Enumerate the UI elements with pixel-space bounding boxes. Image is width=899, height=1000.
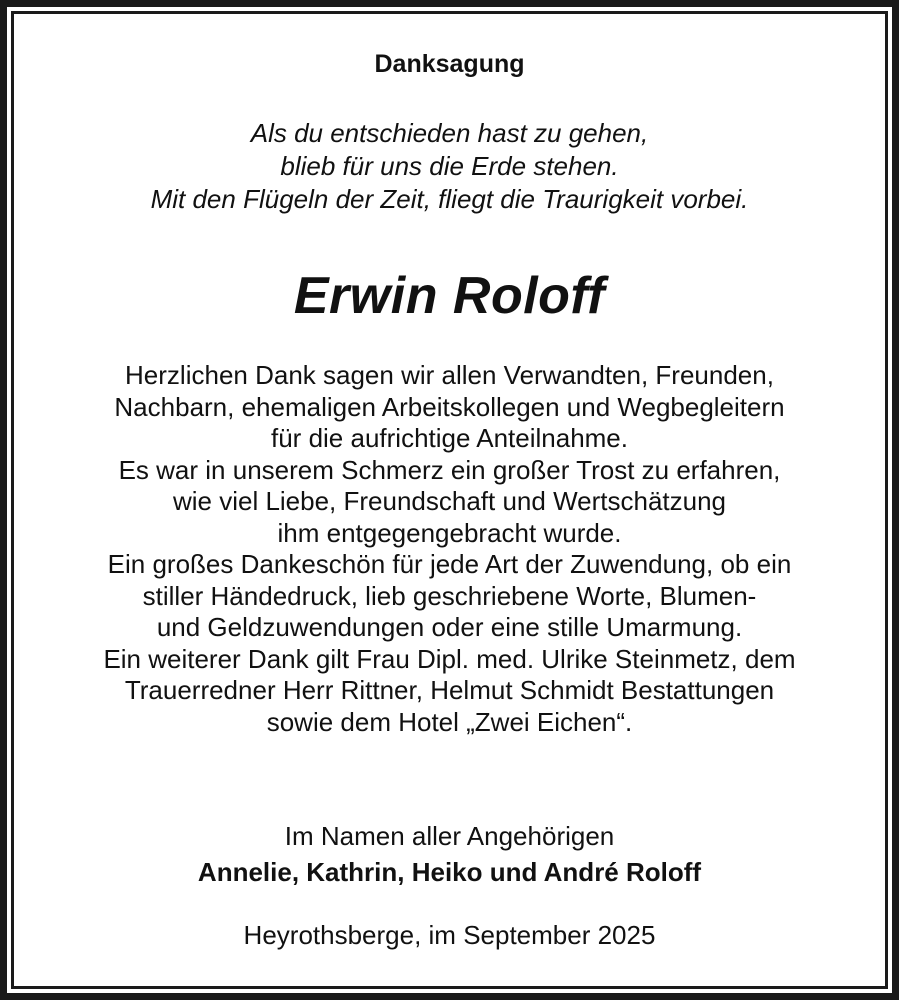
- thanks-line: Trauerredner Herr Rittner, Helmut Schmidt Bestattungen: [124, 675, 775, 705]
- thanks-line: für die aufrichtige Anteilnahme.: [271, 423, 628, 453]
- thanks-line: Ein weiterer Dank gilt Frau Dipl. med. Ulrike Steinmetz, dem: [103, 643, 796, 674]
- thanks-line: Es war in unserem Schmerz ein großer Trost zu erfahren,: [118, 454, 781, 485]
- thanks-line: Herzlichen Dank sagen wir allen Verwandten, Freunden,: [125, 360, 774, 390]
- notice-content: [14, 14, 885, 986]
- thanks-line: wie viel Liebe, Freundschaft und Wertschätzung: [172, 486, 727, 516]
- thanks-line: ihm entgegengebracht wurde.: [277, 517, 622, 548]
- thanks-line: und Geldzuwendungen oder eine stille Umarmung.: [156, 612, 743, 642]
- thanks-line: sowie dem Hotel „Zwei Eichen“.: [266, 706, 633, 737]
- poem-line: Als du entschieden hast zu gehen,: [250, 118, 649, 148]
- thanks-line: stiller Händedruck, lieb geschriebene Worte, Blumen-: [142, 580, 757, 611]
- thanks-line: Nachbarn, ehemaligen Arbeitskollegen und Wegbegleitern: [114, 391, 785, 422]
- signoff-signers: Annelie, Kathrin, Heiko und André Roloff: [197, 857, 702, 887]
- poem-block: [14, 117, 885, 216]
- poem-line: Mit den Flügeln der Zeit, fliegt die Traurigkeit vorbei.: [150, 184, 749, 214]
- thanks-text: [14, 360, 885, 738]
- signoff-intro: Im Namen aller Angehörigen: [284, 821, 615, 851]
- thanks-line: Ein großes Dankeschön für jede Art der Zuwendung, ob ein: [107, 549, 792, 579]
- place-date: Heyrothsberge, im September 2025: [243, 920, 656, 950]
- signoff-block: [14, 818, 885, 890]
- deceased-name: Erwin Roloff: [293, 267, 606, 325]
- notice-heading: Danksagung: [374, 50, 525, 78]
- poem-line: blieb für uns die Erde stehen.: [280, 151, 619, 181]
